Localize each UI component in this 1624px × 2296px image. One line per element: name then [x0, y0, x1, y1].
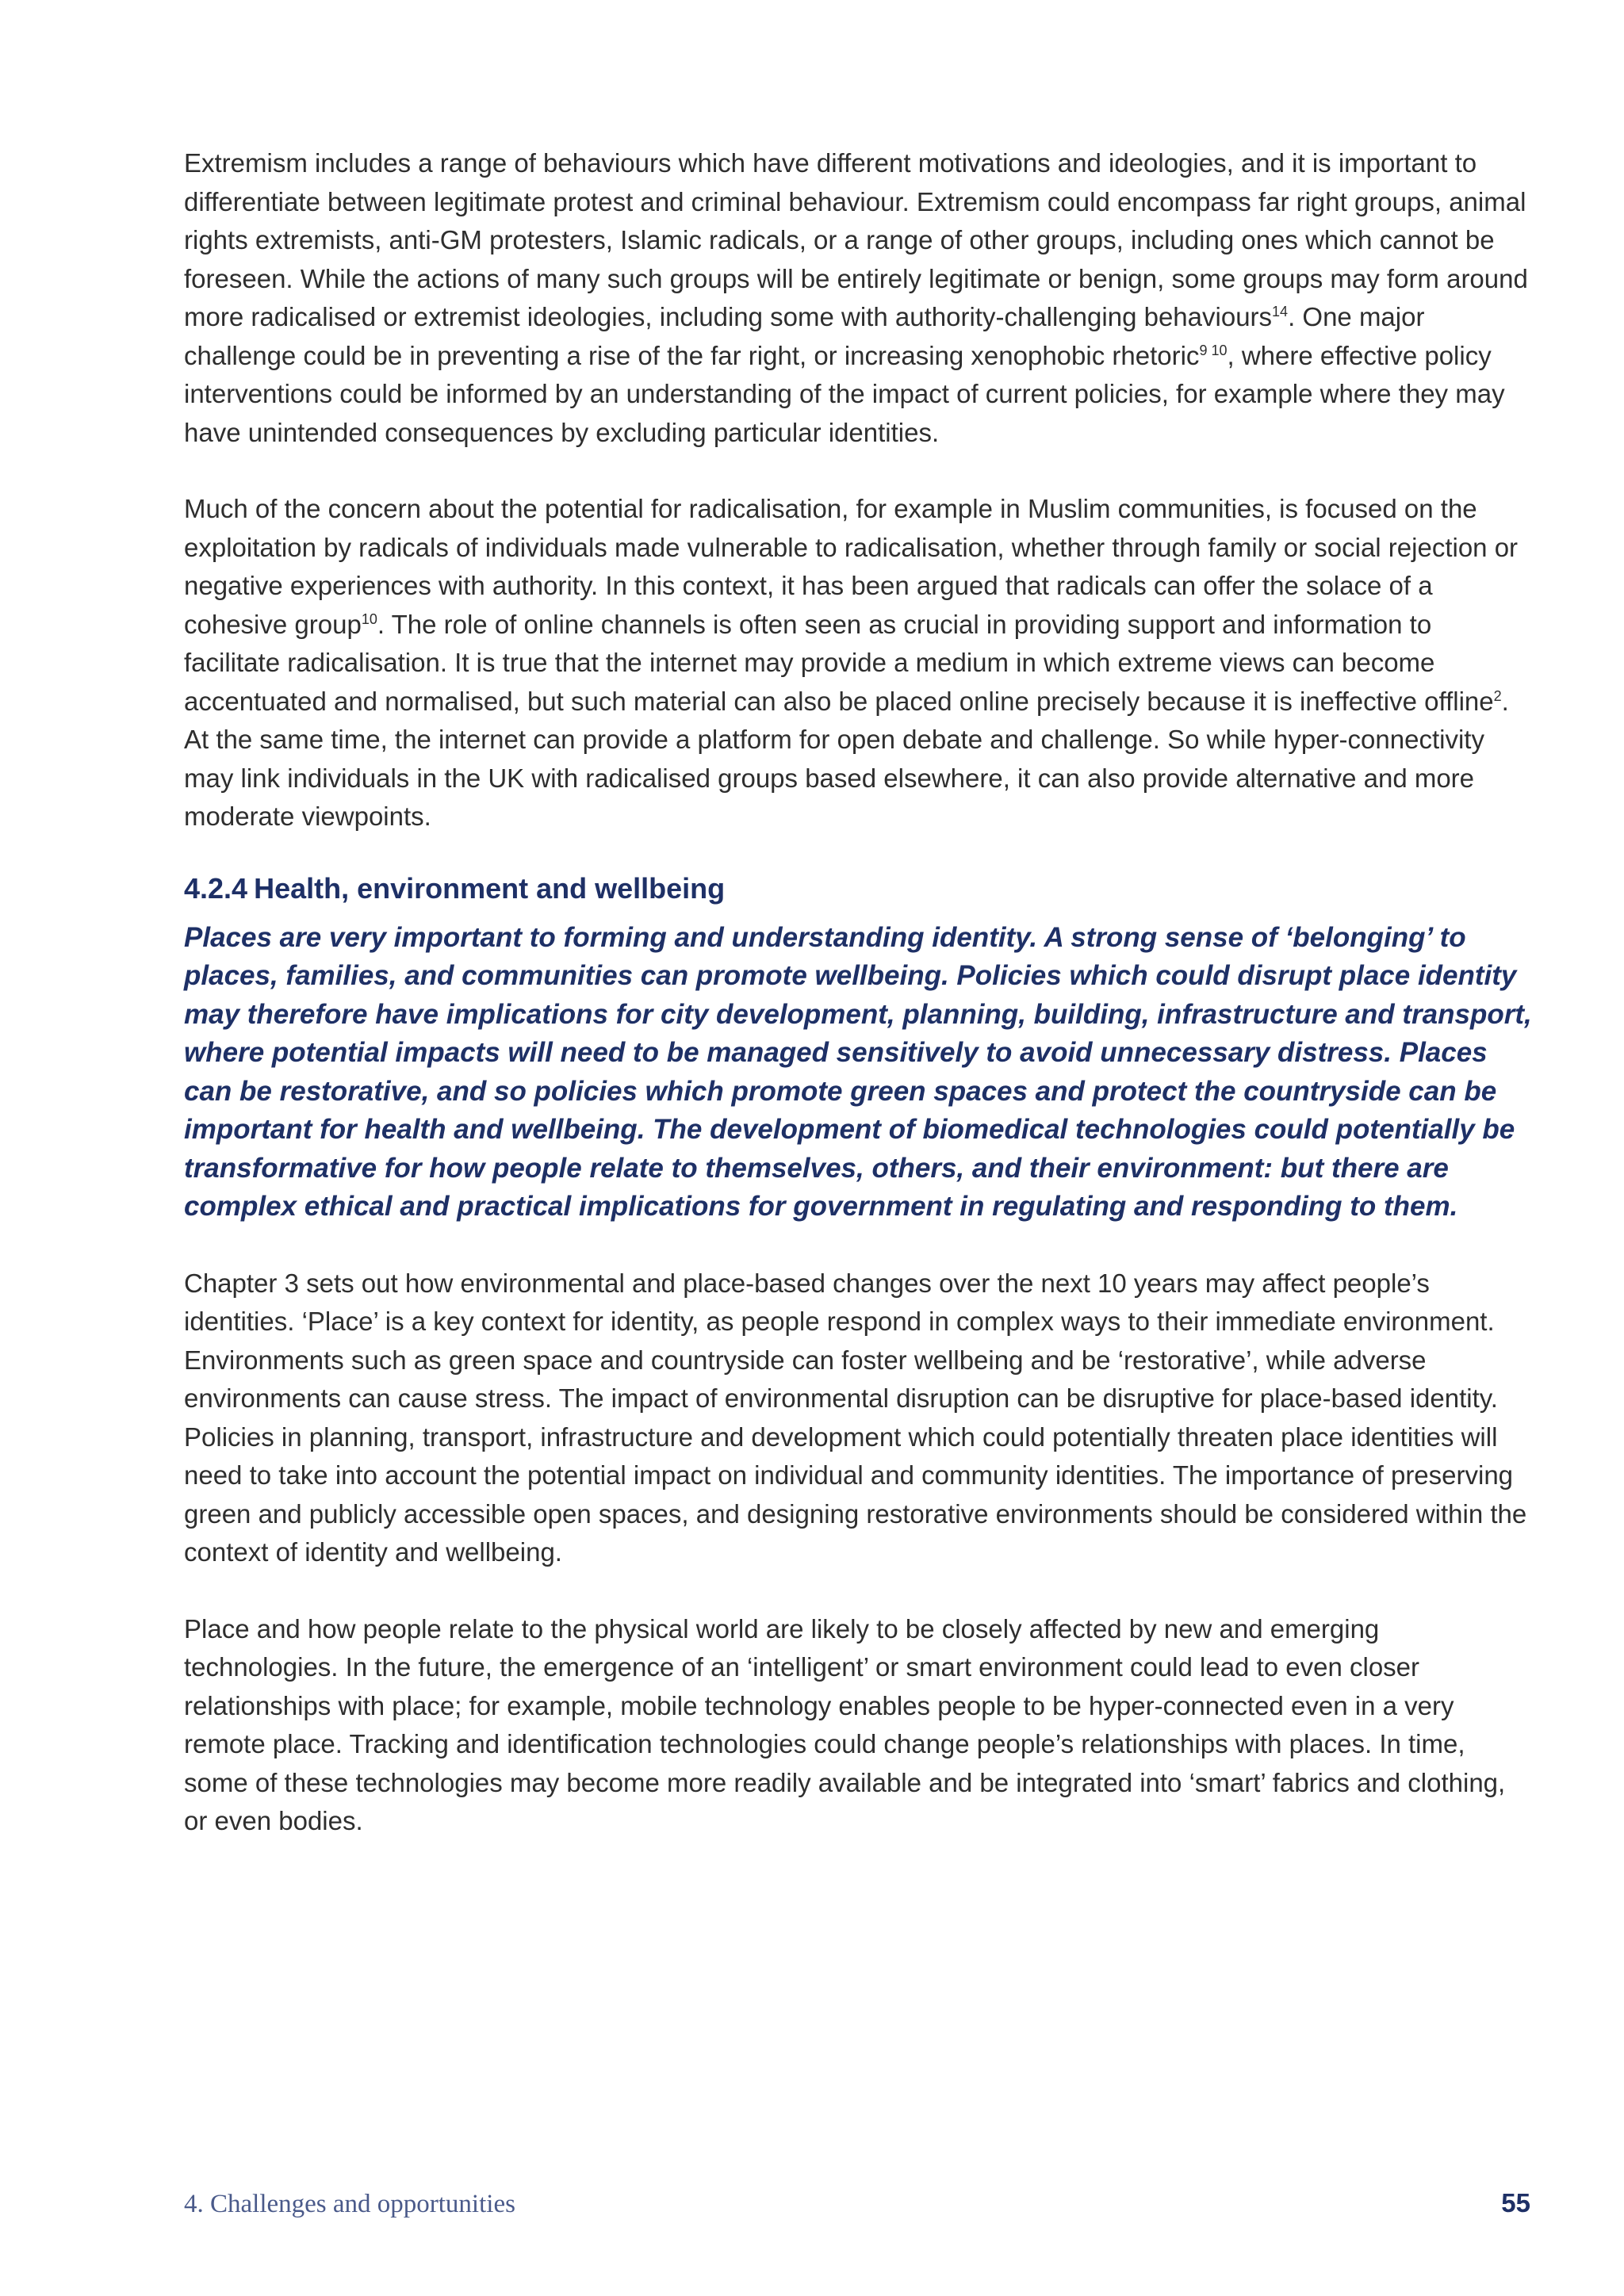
footnote-ref[interactable]: 2 — [1493, 687, 1502, 704]
paragraph-text: , where effective policy interventions could be informed by an understanding of the impact of current policies, for example where they may have unintended consequences by excluding particular identities. — [184, 340, 1505, 447]
footnote-ref[interactable]: 14 — [1272, 304, 1289, 320]
section-heading — [184, 870, 1532, 908]
paragraph-text: . One major challenge could be in preventing a rise of the far right, or increasing xenophobic rhetoric — [184, 302, 1425, 370]
paragraph-text: Much of the concern about the potential for radicalisation, for example in Muslim communities, is focused on the exploitation by radicals of individuals made vulnerable to radicalisation, whether through family or social rejection or negative experiences with authority. In this context, it has been argued that radicals can offer the solace of a cohesive group — [184, 494, 1519, 639]
paragraph-technologies: Place and how people relate to the physical world are likely to be closely affected by new and emerging technologies. In the future, the emergence of an ‘intelligent’ or smart environment could lead to even closer relationships with place; for example, mobile technology enables people to be hyper-connected even in a very remote place. Tracking and identification technologies could change people’s relationships with places. In time, some of these technologies may become more readily available and be integrated into ‘smart’ fabrics and clothing, or even bodies. — [184, 1613, 1506, 1835]
footnote-ref[interactable]: 10 — [361, 610, 377, 627]
footnote-ref[interactable]: 9 10 — [1199, 342, 1228, 358]
section-summary: Places are very important to forming and understanding identity. A strong sense of ‘belonging’ to places, families, and communities can promote wellbeing. Policies which could disrupt place identity may therefore have implications for city development, planning, building, infrastructure and transport, where potential impacts will need to be managed sensitively to avoid unnecessary distress. Places can be restorative, and so policies which promote green spaces and protect the countryside can be important for health and wellbeing. The development of biomedical technologies could potentially be transformative for how people relate to themselves, others, and their environment: but there are complex ethical and practical implications for government in regulating and responding to them. — [184, 921, 1532, 1222]
paragraph-extremism — [184, 144, 1532, 452]
page-number: 55 — [1501, 2188, 1530, 2218]
paragraph-text: . The role of online channels is often seen as crucial in providing support and information to facilitate radicalisation. It is true that the internet may provide a medium in which extreme views can become accentuated and normalised, but such material can also be placed online precisely because it is ineffective offline — [184, 609, 1494, 716]
section-number: 4.2.4 — [184, 871, 248, 905]
paragraph-text: . At the same time, the internet can provide a platform for open debate and challenge. So while hyper-connectivity may link individuals in the UK with radicalised groups based elsewhere, it can also provide alternative and more moderate viewpoints. — [184, 686, 1509, 831]
paragraph-place-context: Chapter 3 sets out how environmental and place-based changes over the next 10 years may affect people’s identities. ‘Place’ is a key context for identity, as people respond in complex ways to their immediate environment. Environments such as green space and countryside can foster wellbeing and be ‘restorative’, while adverse environments can cause stress. The impact of environmental disruption can be disruptive for place-based identity. Policies in planning, transport, infrastructure and development which could potentially threaten place identities will need to take into account the potential impact on individual and community identities. The importance of preserving green and publicly accessible open spaces, and designing restorative environments should be considered within the context of identity and wellbeing. — [184, 1268, 1527, 1567]
paragraph-text: Extremism includes a range of behaviours which have different motivations and ideologies, and it is important to differentiate between legitimate protest and criminal behaviour. Extremism could encompass far right groups, animal rights extremists, anti-GM protesters, Islamic radicals, or a range of other groups, including ones which cannot be foreseen. While the actions of many such groups will be entirely legitimate or benign, some groups may form around more radicalised or extremist ideologies, including some with authority-challenging behaviours — [184, 148, 1528, 331]
section-title: Health, environment and wellbeing — [254, 871, 726, 905]
page-content — [184, 144, 1532, 1841]
paragraph-radicalisation — [184, 490, 1532, 836]
footer-chapter-title: 4. Challenges and opportunities — [184, 2190, 515, 2218]
